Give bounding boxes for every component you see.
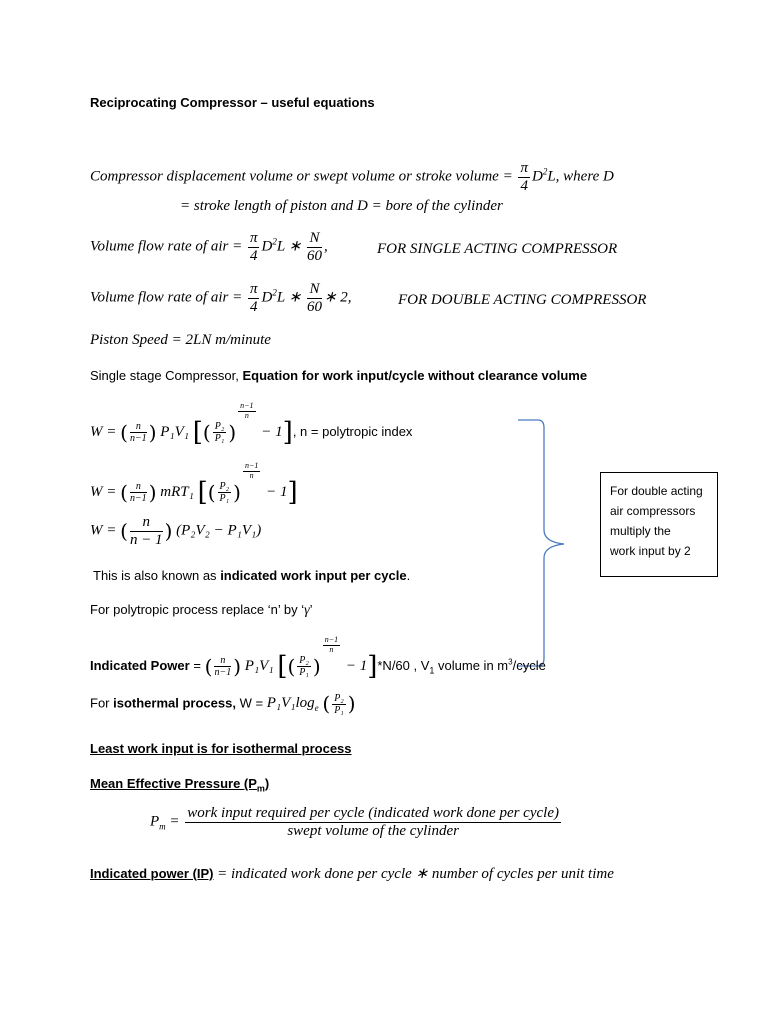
displacement-lhs: Compressor displacement volume or swept volume or stroke volume = [90,168,513,185]
work-equation-3: W = ( $\frac{n}{n - 1}$ ) (P₂V₂ − P₁V₁) [90,514,262,548]
double-acting-note-box [600,472,718,577]
displacement-rhs: L, where D [547,168,614,185]
note-line: For double acting [610,484,703,498]
flow-single-lhs: Volume flow rate of air = [90,238,243,255]
indicated-power-equation: Indicated Power = ( $\frac{n}{n-1}$ ) P₁V₁ [( $\frac{\text{P₂}}{\text{P₁}}$ ) $\frac{n-1}{n}$ − 1]*N/60 , $V_1$ volume in $m^3$/cycle [90,635,546,682]
polytropic-line: For polytropic process replace ‘n’ by ‘γ’ [90,602,313,618]
indicated-power-definition: Indicated power (IP) = indicated work done per cycle ∗ number of cycles per unit time [90,866,614,882]
page-title: Reciprocating Compressor – useful equations [90,95,375,110]
curly-brace [518,418,570,670]
flow-single-equation: Volume flow rate of air = $\frac{\pi}{4}$ $D^2L$ ∗ $\frac{N}{60}$ , [90,230,328,264]
isothermal-equation: For isothermal process, $W = P_1V_1\log_e$ ( $\frac{\text{P₂}}{\text{P₁}}$ ) [90,692,356,716]
least-work-heading: Least work input is for isothermal process [90,741,352,756]
single-stage-heading: Single stage Compressor, Equation for work input/cycle without clearance volume [90,368,588,383]
note-line: work input by 2 [610,544,691,558]
displacement-line2: = stroke length of piston and D = bore of the cylinder [180,198,503,214]
flow-single-label: FOR SINGLE ACTING COMPRESSOR [377,241,618,257]
work-equation-1: W = ( $\frac{n}{n-1}$ ) P₁V₁ [( $\frac{\text{P₂}}{\text{P₁}}$ ) $\frac{n-1}{n}$ − 1], n = polytropic index [90,401,413,448]
piston-speed: Piston Speed = 2LN m/minute [90,332,271,348]
polytropic-index-note: , n = polytropic index [292,423,413,439]
flow-double-equation: Volume flow rate of air = $\frac{\pi}{4}$ $D^2L$ ∗ $\frac{N}{60}$ ∗ 2, [90,281,352,315]
note-line: air compressors [610,504,696,518]
displacement-equation: Compressor displacement volume or swept volume or stroke volume = $\frac{\pi}{4}$ $D^2L$, where D [90,160,614,194]
indicated-work-line: This is also known as indicated work input per cycle. [93,568,411,583]
mep-equation: $P_m$ = work input required per cycle (indicated work done per cycle) swept volume of the cylinder [150,805,559,839]
flow-double-label: FOR DOUBLE ACTING COMPRESSOR [398,292,647,308]
pi-over-4: $\frac{\pi}{4}$ [520,160,528,194]
work-equation-2: W = ( $\frac{n}{n-1}$ ) mRT₁ [( $\frac{\text{P₂}}{\text{P₁}}$ ) $\frac{n-1}{n}$ − 1] [90,461,298,508]
note-line: multiply the [610,524,671,538]
mep-heading: Mean Effective Pressure $(P_m)$ [90,776,270,794]
displacement-d: D [531,168,543,185]
flow-double-lhs: Volume flow rate of air = [90,289,243,306]
